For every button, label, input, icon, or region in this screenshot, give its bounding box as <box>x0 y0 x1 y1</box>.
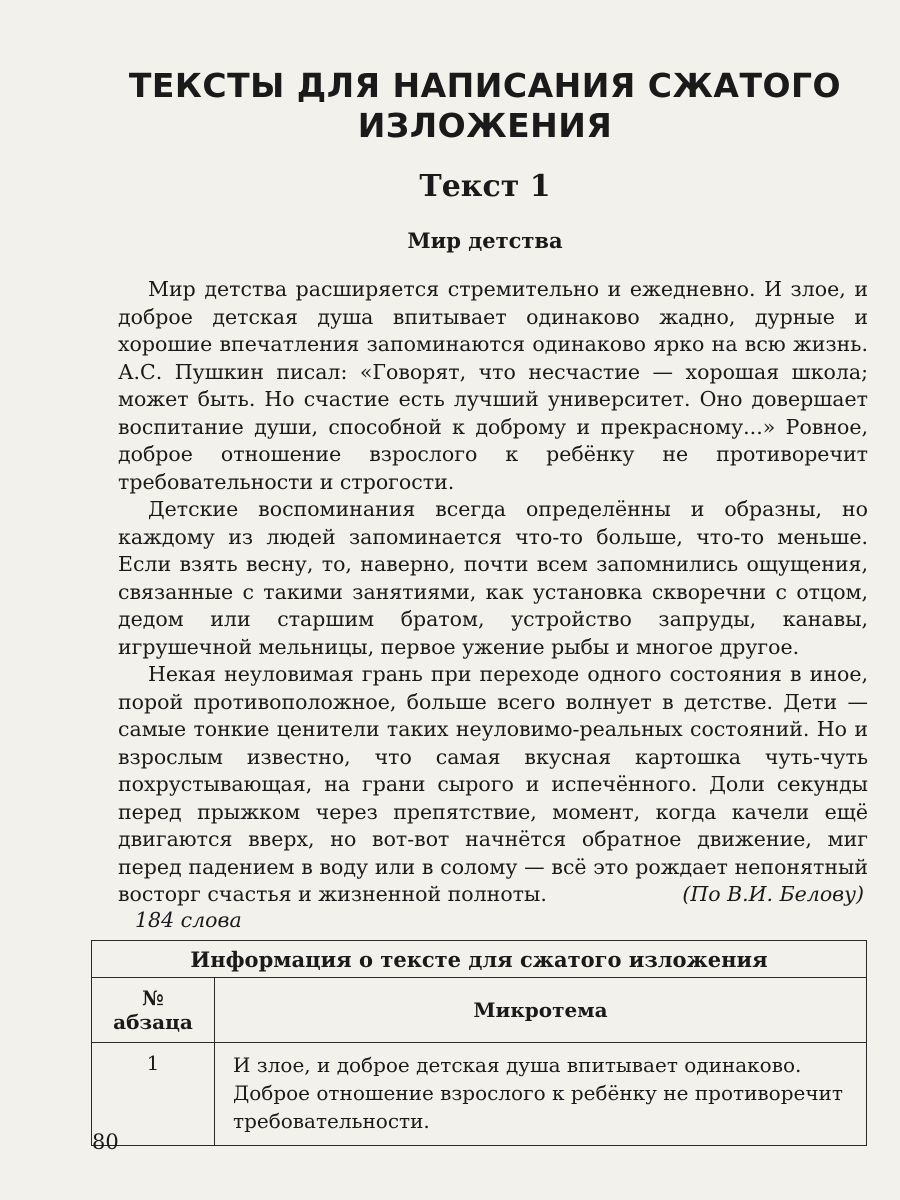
info-table <box>91 940 867 1146</box>
column-header-num-sign: № <box>142 986 164 1010</box>
info-table-title: Информация о тексте для сжатого изложения <box>92 941 867 978</box>
column-header-microtheme: Микротема <box>215 978 867 1043</box>
table-cell-number: 1 <box>92 1043 215 1146</box>
paragraph-1: Мир детства расширяется стремительно и ежедневно. И злое, и доброе детская душа впитывает одинаково жадно, дурные и хорошие впечатления запоминаются одинаково ярко на всю жизнь. А.С. Пушкин писал: «Говорят, что несчастие — хорошая школа; может быть. Но счастие есть лучший университет. Оно довершает воспитание души, способной к доброму и прекрасному...» Ровное, доброе отношение взрослого к ребёнку не противоречит требовательности и строгости. <box>118 277 868 494</box>
info-table-header-row <box>92 978 867 1043</box>
section-title-line-1: ТЕКСТЫ ДЛЯ НАПИСАНИЯ СЖАТОГО <box>128 66 842 105</box>
column-header-paragraph-number <box>92 978 215 1043</box>
paragraph-2: Детские воспоминания всегда определённы и образны, но каждому из людей запоминается что-то больше, что-то меньше. Если взять весну, то, наверно, почти всем запомнились ощущения, связанные с такими занятиями, как установка скворечни с отцом, дедом или старшим братом, устройство запруды, канавы, игрушечной мельницы, первое ужение рыбы и многое другое. <box>118 497 868 659</box>
author-attribution: (По В.И. Белову) <box>682 882 864 906</box>
word-count: 184 слова <box>135 908 242 932</box>
table-row <box>92 1043 867 1146</box>
text-title: Мир детства <box>407 228 563 253</box>
text-body <box>118 276 868 909</box>
section-title <box>90 66 880 146</box>
paragraph-3: Некая неуловимая грань при переходе одного состояния в иное, порой противоположное, больше всего волнует в детстве. Дети — самые тонкие ценители таких неуловимо-реальных состояний. Но и взрослым известно, что самая вкусная картошка чуть-чуть похрустывающая, на грани сырого и испечённого. Доли секунды перед прыжком через препятствие, момент, когда качели ещё двигаются вверх, но вот-вот начнётся обратное движение, миг перед падением в воду или в солому — всё это рождает непонятный восторг счастья и жизненной полноты. <box>118 662 868 906</box>
info-table-title-row <box>92 941 867 978</box>
text-number-heading: Текст 1 <box>419 169 551 204</box>
column-header-num-word: абзаца <box>113 1010 193 1034</box>
page-number: 80 <box>92 1130 119 1154</box>
section-title-line-2: ИЗЛОЖЕНИЯ <box>357 106 613 145</box>
table-cell-microtheme: И злое, и доброе детская душа впитывает одинаково. Доброе отношение взрослого к ребёнку не противоречит требовательности. <box>215 1043 867 1146</box>
